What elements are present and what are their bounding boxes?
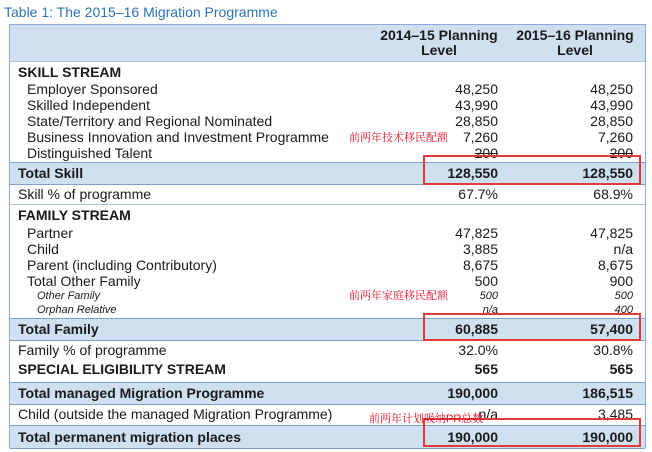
table-row <box>10 241 645 257</box>
value-2015-16: 128,550 <box>582 165 633 181</box>
value-2015-16: 47,825 <box>590 225 633 241</box>
row-label: Distinguished Talent <box>27 145 153 161</box>
annotation-family-quota: 前两年家庭移民配额 <box>349 290 448 302</box>
value-2014-15: 28,850 <box>455 113 498 129</box>
value-2015-16: 43,990 <box>590 97 633 113</box>
value-2014-15: 500 <box>479 290 498 302</box>
annotation-skill-quota: 前两年技术移民配额 <box>349 132 448 144</box>
annotation-pr-total: 前两年计划吸纳PR总数 <box>369 413 484 425</box>
value-2015-16: 900 <box>609 273 633 289</box>
highlight-box-skill <box>423 155 641 185</box>
row-label: Child (outside the managed Migration Programme) <box>18 406 333 422</box>
value-2014-15: n/a <box>482 304 498 316</box>
row-label: Skill % of programme <box>18 186 152 202</box>
row-label: Orphan Relative <box>37 304 117 316</box>
value-2015-16: 3,485 <box>597 406 633 422</box>
table-row <box>10 273 645 289</box>
value-2015-16: 7,260 <box>597 129 633 145</box>
value-2015-16: 68.9% <box>593 186 633 202</box>
row-label: Parent (including Contributory) <box>27 257 217 273</box>
value-2014-15: 60,885 <box>455 321 498 337</box>
value-2015-16: 190,000 <box>582 429 633 445</box>
value-2014-15: 43,990 <box>455 97 498 113</box>
table-row <box>10 204 645 225</box>
table-row <box>10 113 645 129</box>
value-2014-15: 200 <box>474 145 498 161</box>
migration-table <box>9 24 646 448</box>
value-2014-15: 500 <box>474 273 498 289</box>
row-label: FAMILY STREAM <box>18 207 131 223</box>
row-label: Child <box>27 241 59 257</box>
value-2014-15: 7,260 <box>462 129 498 145</box>
table-header-row <box>10 25 645 61</box>
value-2014-15: 3,885 <box>462 241 498 257</box>
value-2015-16: 48,250 <box>590 81 633 97</box>
value-2014-15: 67.7% <box>458 186 498 202</box>
value-2015-16: 186,515 <box>582 385 633 401</box>
highlight-box-family <box>423 313 641 341</box>
value-2015-16: 200 <box>609 145 633 161</box>
row-label: Total Other Family <box>27 273 141 289</box>
value-2014-15: 32.0% <box>458 342 498 358</box>
row-label: SKILL STREAM <box>18 64 122 80</box>
value-2015-16: 565 <box>609 361 633 377</box>
row-label: State/Territory and Regional Nominated <box>27 113 273 129</box>
value-2014-15: n/a <box>478 406 498 422</box>
table-row <box>10 257 645 273</box>
value-2015-16: n/a <box>613 241 633 257</box>
row-label: Total Skill <box>18 165 84 181</box>
row-label: SPECIAL ELIGIBILITY STREAM <box>18 361 226 377</box>
value-2014-15: 190,000 <box>447 429 498 445</box>
column-header-2015-16: 2015–16 Planning Level <box>516 27 634 58</box>
value-2015-16: 28,850 <box>590 113 633 129</box>
row-label: Skilled Independent <box>27 97 150 113</box>
row-label: Partner <box>27 225 73 241</box>
value-2015-16: 30.8% <box>593 342 633 358</box>
value-2014-15: 8,675 <box>462 257 498 273</box>
total-row <box>10 382 645 405</box>
table-row <box>10 81 645 97</box>
value-2014-15: 48,250 <box>455 81 498 97</box>
row-label: Total managed Migration Programme <box>18 385 265 401</box>
value-2014-15: 128,550 <box>447 165 498 181</box>
value-2014-15: 47,825 <box>455 225 498 241</box>
row-label: Employer Sponsored <box>27 81 158 97</box>
table-row <box>10 360 645 379</box>
table-row <box>10 290 645 303</box>
value-2014-15: 190,000 <box>447 385 498 401</box>
row-label: Business Innovation and Investment Programme <box>27 129 329 145</box>
table-row <box>10 225 645 241</box>
table-row <box>10 129 645 145</box>
table-row <box>10 341 645 360</box>
column-header-2014-15: 2014–15 Planning Level <box>380 27 498 58</box>
row-label: Total permanent migration places <box>18 429 242 445</box>
table-title: Table 1: The 2015–16 Migration Programme <box>4 4 278 20</box>
row-label: Total Family <box>18 321 99 337</box>
table-row <box>10 61 645 80</box>
value-2015-16: 57,400 <box>590 321 633 337</box>
row-label: Family % of programme <box>18 342 167 358</box>
value-2014-15: 565 <box>474 361 498 377</box>
value-2015-16: 400 <box>614 304 633 316</box>
table-row <box>10 97 645 113</box>
value-2015-16: 500 <box>614 290 633 302</box>
row-label: Other Family <box>37 290 100 302</box>
value-2015-16: 8,675 <box>597 257 633 273</box>
table-row <box>10 185 645 203</box>
